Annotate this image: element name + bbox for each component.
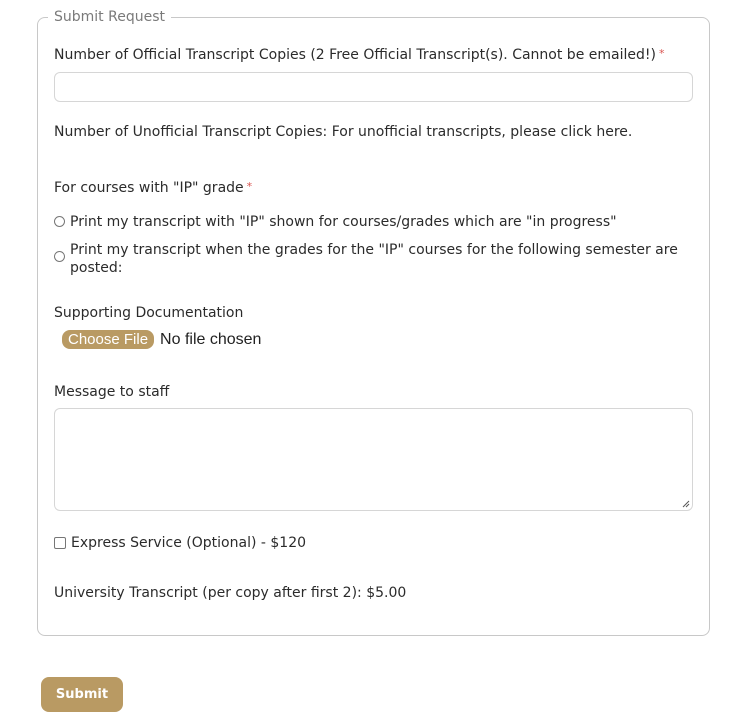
file-upload[interactable] [62, 330, 261, 349]
submit-button[interactable]: Submit [41, 677, 123, 712]
express-service-checkbox[interactable] [54, 537, 66, 549]
radio-button[interactable] [54, 216, 65, 227]
ip-grade-label: For courses with "IP" grade * [54, 180, 253, 196]
message-textarea[interactable] [54, 408, 693, 511]
express-service-label: Express Service (Optional) - $120 [71, 535, 307, 551]
choose-file-button[interactable]: Choose File [62, 330, 154, 349]
file-status: No file chosen [160, 330, 262, 348]
price-info: University Transcript (per copy after first 2): $5.00 [54, 585, 407, 601]
message-label: Message to staff [54, 384, 170, 400]
supporting-doc-label: Supporting Documentation [54, 305, 244, 321]
required-marker: * [246, 180, 253, 193]
required-marker: * [658, 47, 665, 60]
express-service-option[interactable] [54, 535, 306, 551]
official-copies-label: Number of Official Transcript Copies (2 Free Official Transcript(s). Cannot be emailed!) * [54, 47, 665, 63]
radio-button[interactable] [54, 251, 65, 262]
ip-option-in-progress[interactable] [54, 213, 694, 231]
official-copies-input[interactable] [54, 72, 693, 102]
ip-option-label: Print my transcript with "IP" shown for courses/grades which are "in progress" [70, 214, 617, 230]
ip-option-label: Print my transcript when the grades for the "IP" courses for the following semester are posted: [70, 242, 678, 276]
unofficial-copies-text[interactable]: Number of Unofficial Transcript Copies: For unofficial transcripts, please click here. [54, 124, 633, 140]
ip-option-wait-grades[interactable] [54, 241, 694, 277]
fieldset-legend: Submit Request [48, 9, 171, 25]
resize-handle-icon[interactable] [682, 500, 690, 508]
